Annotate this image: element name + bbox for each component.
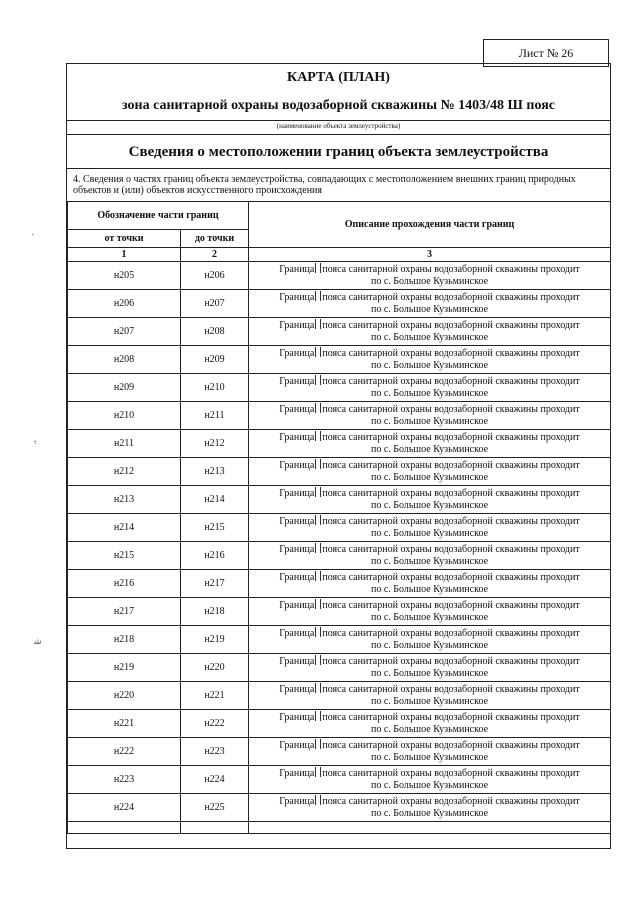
roman-three-mark xyxy=(315,375,321,385)
from-point: н205 xyxy=(68,262,181,290)
to-point: н211 xyxy=(181,402,249,430)
roman-three-mark xyxy=(315,263,321,273)
to-point: н214 xyxy=(181,486,249,514)
desc-text: пояса санитарной охраны водозаборной скважины проходит xyxy=(322,712,580,723)
table-row xyxy=(68,430,611,458)
table-row xyxy=(68,570,611,598)
desc-location: по с. Большое Кузьминское xyxy=(370,668,489,679)
table-row xyxy=(68,262,611,290)
table-row xyxy=(68,402,611,430)
desc-prefix: Граница xyxy=(279,600,315,611)
boundary-description xyxy=(249,794,611,822)
desc-text: пояса санитарной охраны водозаборной скважины проходит xyxy=(322,264,580,275)
boundary-description xyxy=(249,262,611,290)
from-point: н213 xyxy=(68,486,181,514)
to-point: н216 xyxy=(181,542,249,570)
roman-three-mark xyxy=(315,291,321,301)
boundary-description xyxy=(249,514,611,542)
desc-text: пояса санитарной охраны водозаборной скважины проходит xyxy=(322,684,580,695)
col-desc-header: Описание прохождения части границ xyxy=(249,202,611,248)
from-point: н212 xyxy=(68,458,181,486)
roman-three-mark xyxy=(315,767,321,777)
divider xyxy=(67,120,610,121)
document-title: КАРТА (ПЛАН) xyxy=(287,70,390,85)
boundary-description xyxy=(249,402,611,430)
table-row xyxy=(68,514,611,542)
from-point: н207 xyxy=(68,318,181,346)
desc-prefix: Граница xyxy=(279,684,315,695)
desc-location: по с. Большое Кузьминское xyxy=(370,640,489,651)
document-frame xyxy=(66,63,611,849)
to-point: н218 xyxy=(181,598,249,626)
desc-text: пояса санитарной охраны водозаборной скважины проходит xyxy=(322,656,580,667)
col-num-3: 3 xyxy=(249,248,611,262)
to-point: н225 xyxy=(181,794,249,822)
desc-location: по с. Большое Кузьминское xyxy=(370,724,489,735)
table-row xyxy=(68,486,611,514)
col-to-header: до точки xyxy=(181,230,249,248)
col-num-1: 1 xyxy=(68,248,181,262)
from-point: н210 xyxy=(68,402,181,430)
to-point: н207 xyxy=(181,290,249,318)
roman-three-mark xyxy=(315,403,321,413)
desc-prefix: Граница xyxy=(279,712,315,723)
desc-text: пояса санитарной охраны водозаборной скважины проходит xyxy=(322,796,580,807)
desc-text: пояса санитарной охраны водозаборной скважины проходит xyxy=(322,572,580,583)
from-point: н223 xyxy=(68,766,181,794)
desc-location: по с. Большое Кузьминское xyxy=(370,388,489,399)
desc-text: пояса санитарной охраны водозаборной скважины проходит xyxy=(322,404,580,415)
table-row xyxy=(68,458,611,486)
divider xyxy=(67,168,610,169)
desc-location: по с. Большое Кузьминское xyxy=(370,444,489,455)
col-num-2: 2 xyxy=(181,248,249,262)
from-point: н206 xyxy=(68,290,181,318)
boundary-description xyxy=(249,710,611,738)
from-point: н217 xyxy=(68,598,181,626)
desc-prefix: Граница xyxy=(279,264,315,275)
desc-text: пояса санитарной охраны водозаборной скважины проходит xyxy=(322,460,580,471)
desc-location: по с. Большое Кузьминское xyxy=(370,752,489,763)
to-point: н209 xyxy=(181,346,249,374)
table-row xyxy=(68,682,611,710)
boundary-table xyxy=(67,201,611,834)
desc-prefix: Граница xyxy=(279,516,315,527)
roman-three-mark xyxy=(315,487,321,497)
table-row xyxy=(68,738,611,766)
from-point: н211 xyxy=(68,430,181,458)
desc-prefix: Граница xyxy=(279,488,315,499)
margin-mark: ﺷ xyxy=(34,636,42,646)
table-row xyxy=(68,794,611,822)
to-point: н206 xyxy=(181,262,249,290)
desc-location: по с. Большое Кузьминское xyxy=(370,584,489,595)
desc-prefix: Граница xyxy=(279,460,315,471)
from-point: н220 xyxy=(68,682,181,710)
margin-mark: ′ xyxy=(32,232,34,242)
desc-location: по с. Большое Кузьминское xyxy=(370,780,489,791)
table-row xyxy=(68,346,611,374)
desc-prefix: Граница xyxy=(279,628,315,639)
desc-prefix: Граница xyxy=(279,544,315,555)
margin-mark: ﮨ xyxy=(34,434,37,444)
boundary-description xyxy=(249,738,611,766)
to-point: н224 xyxy=(181,766,249,794)
roman-three-mark xyxy=(315,599,321,609)
divider xyxy=(67,134,610,135)
table-row xyxy=(68,318,611,346)
from-point: н222 xyxy=(68,738,181,766)
desc-location: по с. Большое Кузьминское xyxy=(370,500,489,511)
table-row xyxy=(68,766,611,794)
roman-three-mark xyxy=(315,655,321,665)
desc-location: по с. Большое Кузьминское xyxy=(370,360,489,371)
to-point: н217 xyxy=(181,570,249,598)
roman-three-mark xyxy=(315,627,321,637)
desc-text: пояса санитарной охраны водозаборной скважины проходит xyxy=(322,768,580,779)
table-row xyxy=(68,626,611,654)
desc-prefix: Граница xyxy=(279,348,315,359)
col-group-header: Обозначение части границ xyxy=(68,202,249,230)
desc-prefix: Граница xyxy=(279,432,315,443)
desc-location: по с. Большое Кузьминское xyxy=(370,416,489,427)
col-from-header: от точки xyxy=(68,230,181,248)
boundary-description xyxy=(249,290,611,318)
from-point: н209 xyxy=(68,374,181,402)
desc-location: по с. Большое Кузьминское xyxy=(370,304,489,315)
roman-three-mark xyxy=(315,571,321,581)
table-row xyxy=(68,290,611,318)
desc-prefix: Граница xyxy=(279,376,315,387)
table-row xyxy=(68,598,611,626)
roman-three-mark xyxy=(315,739,321,749)
table-row xyxy=(68,542,611,570)
desc-text: пояса санитарной охраны водозаборной скважины проходит xyxy=(322,348,580,359)
desc-text: пояса санитарной охраны водозаборной скважины проходит xyxy=(322,516,580,527)
document-subtitle: зона санитарной охраны водозаборной скважины № 1403/48 Ш пояс xyxy=(121,98,555,113)
desc-prefix: Граница xyxy=(279,572,315,583)
desc-prefix: Граница xyxy=(279,740,315,751)
desc-location: по с. Большое Кузьминское xyxy=(370,276,489,287)
boundary-description xyxy=(249,458,611,486)
to-point: н221 xyxy=(181,682,249,710)
from-point: н224 xyxy=(68,794,181,822)
to-point: н219 xyxy=(181,626,249,654)
desc-text: пояса санитарной охраны водозаборной скважины проходит xyxy=(322,320,580,331)
section-title: Сведения о местоположении границ объекта землеустройства xyxy=(128,144,549,160)
roman-three-mark xyxy=(315,319,321,329)
roman-three-mark xyxy=(315,683,321,693)
to-point: н213 xyxy=(181,458,249,486)
desc-text: пояса санитарной охраны водозаборной скважины проходит xyxy=(322,376,580,387)
desc-text: пояса санитарной охраны водозаборной скважины проходит xyxy=(322,488,580,499)
table-row xyxy=(68,710,611,738)
desc-prefix: Граница xyxy=(279,320,315,331)
boundary-description xyxy=(249,374,611,402)
desc-location: по с. Большое Кузьминское xyxy=(370,696,489,707)
roman-three-mark xyxy=(315,711,321,721)
desc-location: по с. Большое Кузьминское xyxy=(370,612,489,623)
desc-location: по с. Большое Кузьминское xyxy=(370,528,489,539)
to-point: н223 xyxy=(181,738,249,766)
desc-location: по с. Большое Кузьминское xyxy=(370,332,489,343)
desc-location: по с. Большое Кузьминское xyxy=(370,556,489,567)
from-point: н221 xyxy=(68,710,181,738)
desc-text: пояса санитарной охраны водозаборной скважины проходит xyxy=(322,544,580,555)
from-point: н216 xyxy=(68,570,181,598)
boundary-description xyxy=(249,486,611,514)
to-point: н222 xyxy=(181,710,249,738)
boundary-description xyxy=(249,682,611,710)
boundary-description xyxy=(249,542,611,570)
to-point: н210 xyxy=(181,374,249,402)
roman-three-mark xyxy=(315,459,321,469)
desc-prefix: Граница xyxy=(279,768,315,779)
from-point: н218 xyxy=(68,626,181,654)
boundary-description xyxy=(249,318,611,346)
boundary-description xyxy=(249,598,611,626)
desc-prefix: Граница xyxy=(279,404,315,415)
table-row xyxy=(68,374,611,402)
from-point: н208 xyxy=(68,346,181,374)
sheet-number: Лист № 26 xyxy=(518,45,574,60)
section-note: 4. Сведения о частях границ объекта землеустройства, совпадающих с местоположением внешних границ природных объектов и (или) объектов искусственного происхождения xyxy=(73,174,576,196)
desc-location: по с. Большое Кузьминское xyxy=(370,472,489,483)
desc-text: пояса санитарной охраны водозаборной скважины проходит xyxy=(322,292,580,303)
to-point: н220 xyxy=(181,654,249,682)
boundary-description xyxy=(249,626,611,654)
boundary-description xyxy=(249,346,611,374)
roman-three-mark xyxy=(315,543,321,553)
boundary-description xyxy=(249,430,611,458)
table-row-empty xyxy=(68,822,611,834)
roman-three-mark xyxy=(315,515,321,525)
roman-three-mark xyxy=(315,431,321,441)
desc-prefix: Граница xyxy=(279,656,315,667)
desc-prefix: Граница xyxy=(279,292,315,303)
boundary-description xyxy=(249,654,611,682)
to-point: н212 xyxy=(181,430,249,458)
desc-text: пояса санитарной охраны водозаборной скважины проходит xyxy=(322,600,580,611)
from-point: н219 xyxy=(68,654,181,682)
table-row xyxy=(68,654,611,682)
to-point: н208 xyxy=(181,318,249,346)
object-caption: (наименование объекта землеустройства) xyxy=(276,122,401,130)
boundary-description xyxy=(249,570,611,598)
boundary-description xyxy=(249,766,611,794)
desc-text: пояса санитарной охраны водозаборной скважины проходит xyxy=(322,432,580,443)
to-point: н215 xyxy=(181,514,249,542)
desc-prefix: Граница xyxy=(279,796,315,807)
from-point: н214 xyxy=(68,514,181,542)
desc-text: пояса санитарной охраны водозаборной скважины проходит xyxy=(322,628,580,639)
roman-three-mark xyxy=(315,347,321,357)
desc-text: пояса санитарной охраны водозаборной скважины проходит xyxy=(322,740,580,751)
roman-three-mark xyxy=(315,795,321,805)
from-point: н215 xyxy=(68,542,181,570)
desc-location: по с. Большое Кузьминское xyxy=(370,808,489,819)
